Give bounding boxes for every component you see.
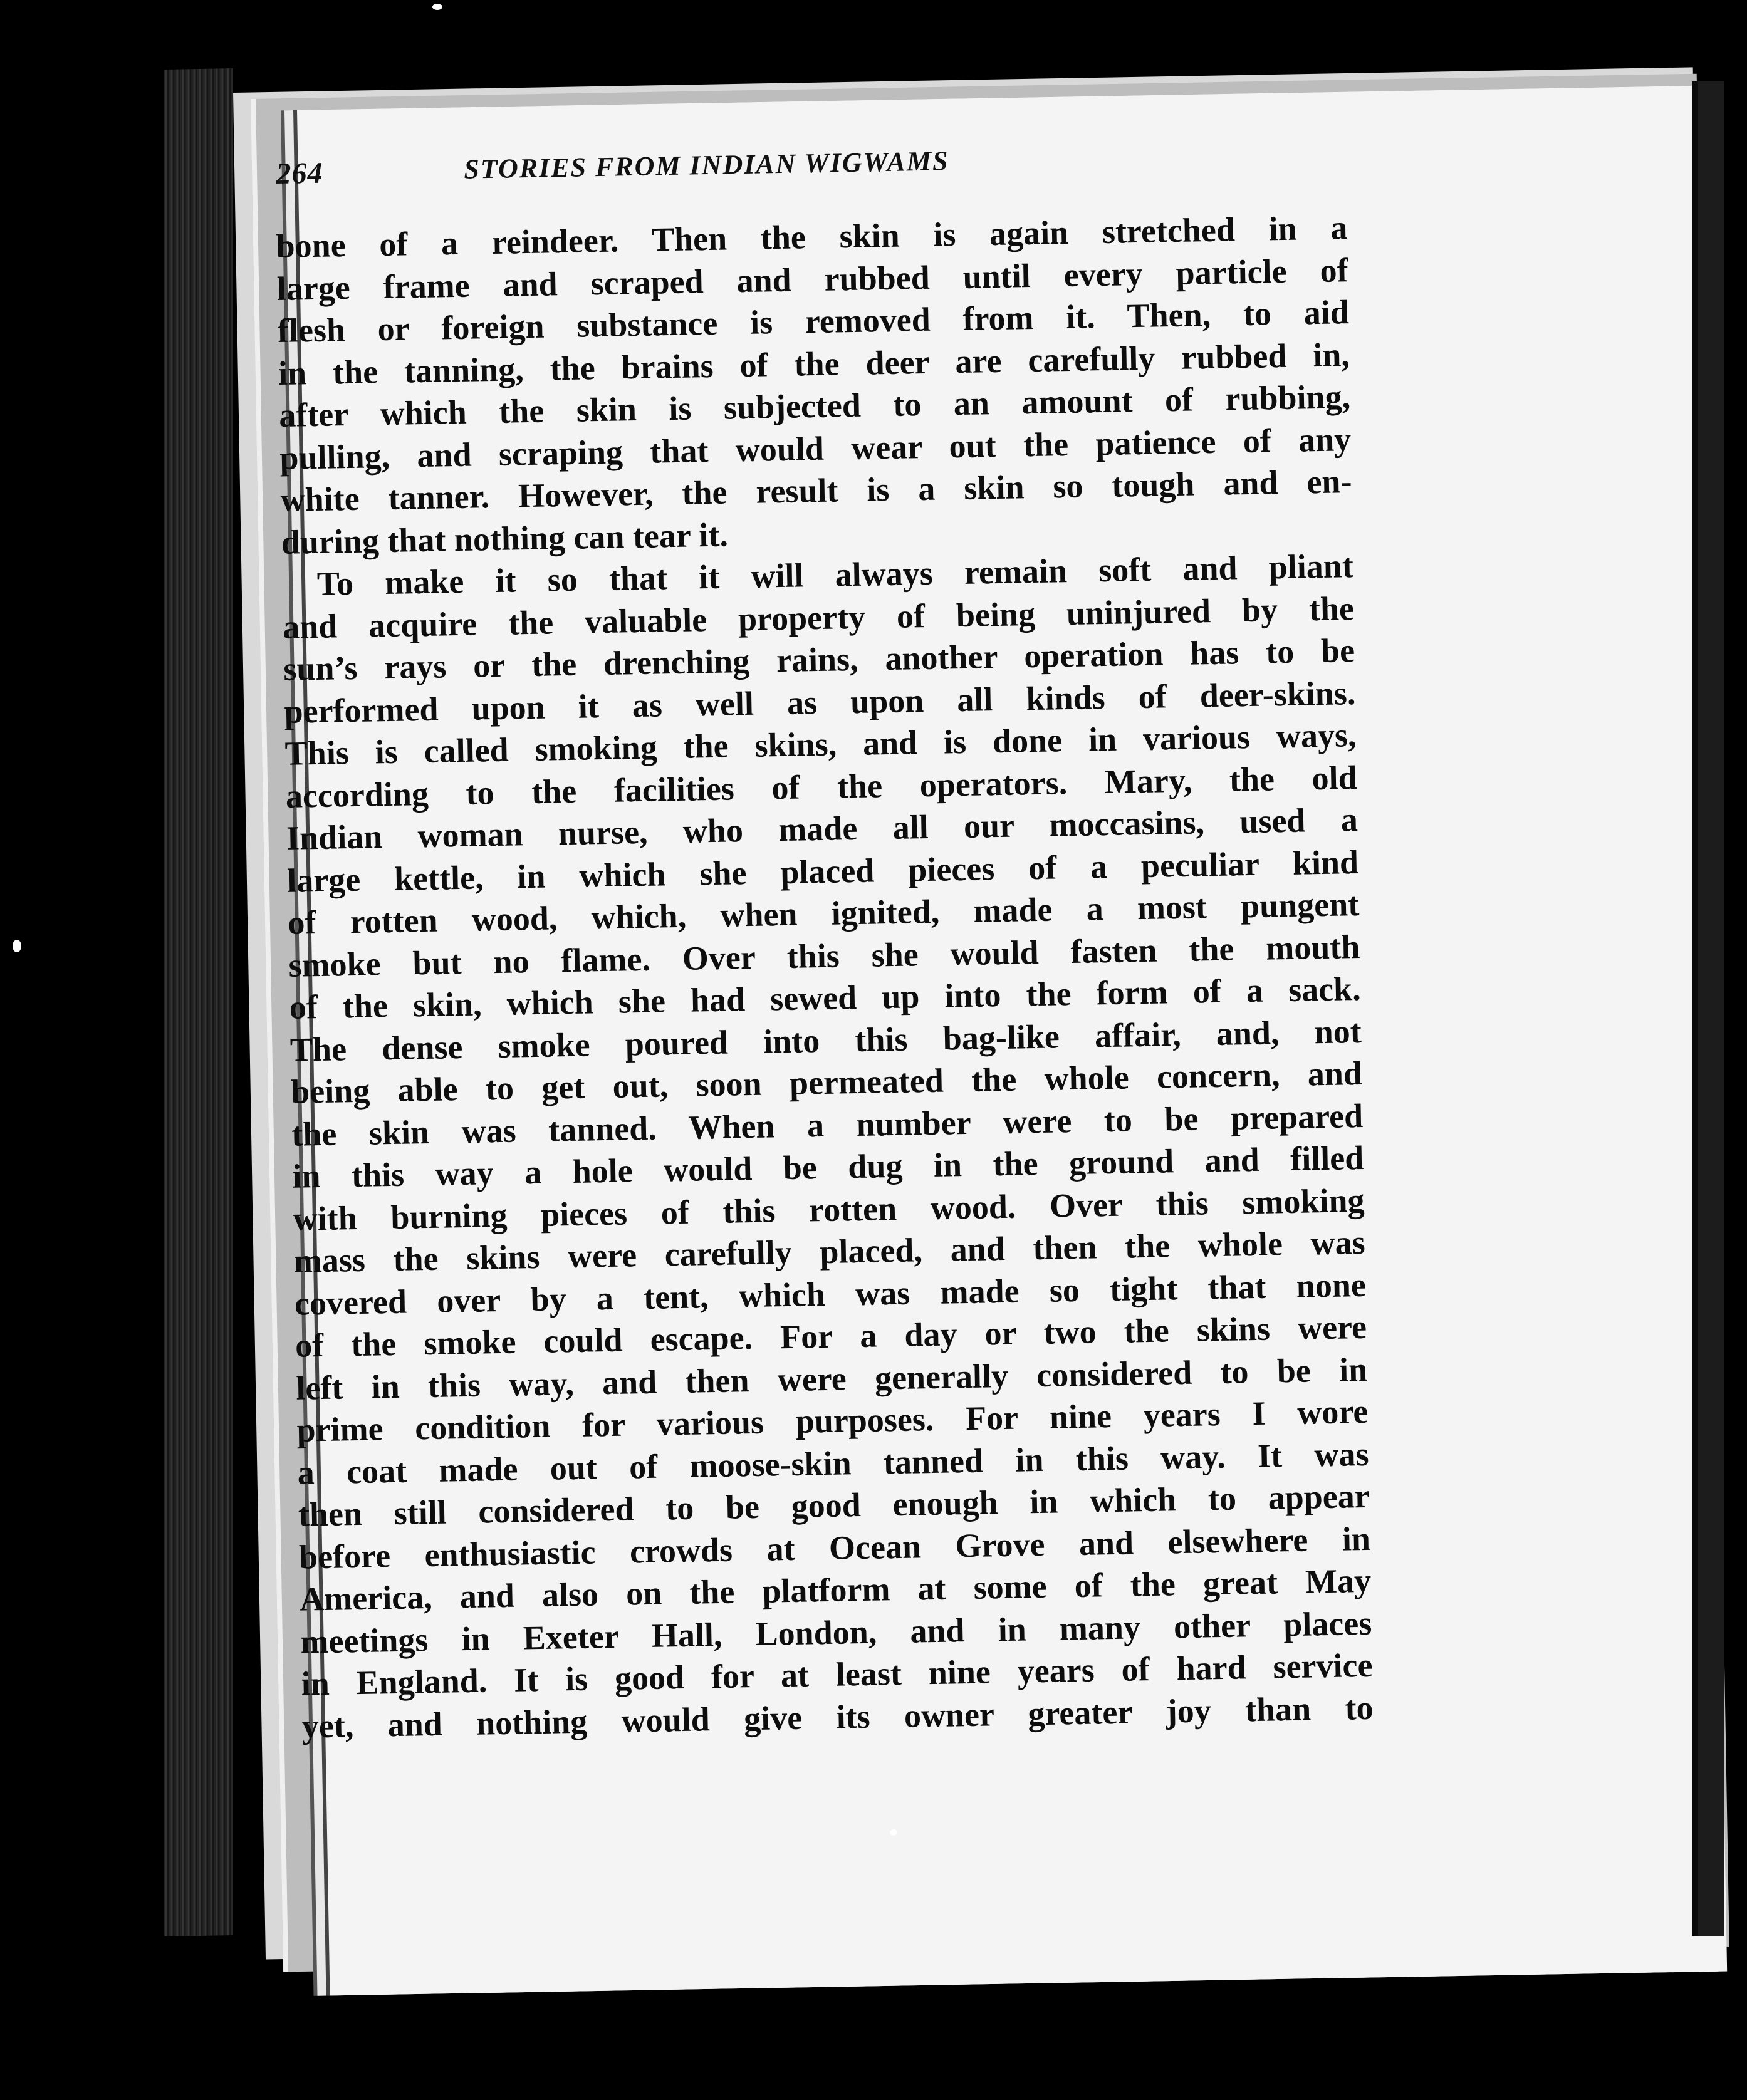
text-line: performed upon it as well as upon all kinds of deer-skins. (284, 673, 1356, 730)
text-line: white tanner. However, the result is a skin so tough and en- (280, 462, 1352, 519)
text-line: before enthusiastic crowds at Ocean Grove and elsewhere in (298, 1519, 1371, 1576)
text-line: yet, and nothing would give its owner greater joy than to (301, 1688, 1374, 1745)
film-speck (432, 4, 442, 10)
text-line: To make it so that it will always remain soft and pliant (316, 547, 1354, 603)
text-line: after which the skin is subjected to an amount of rubbing, (278, 378, 1351, 434)
text-line: This is called smoking the skins, and is done in various ways, (284, 716, 1357, 772)
text-line: smoke but no flame. Over this she would fasten the mouth (288, 927, 1360, 984)
text-line: in the tanning, the brains of the deer are carefully rubbed in, (278, 335, 1350, 392)
body-text (276, 207, 1374, 1747)
text-line: a coat made out of moose-skin tanned in this way. It was (297, 1435, 1370, 1492)
text-line: with burning pieces of this rotten wood. Over this smoking (293, 1181, 1365, 1238)
text-line: then still considered to be good enough in which to appear (298, 1477, 1370, 1534)
text-line: prime condition for various purposes. For nine years I wore (296, 1392, 1369, 1449)
text-line: the skin was tanned. When a number were to be prepared (291, 1096, 1364, 1153)
running-title: STORIES FROM INDIAN WIGWAMS (463, 145, 949, 185)
text-line: large frame and scraped and rubbed until every particle of (276, 251, 1349, 308)
paragraph-1 (276, 207, 1353, 564)
text-line: meetings in Exeter Hall, London, and in many other places (300, 1604, 1372, 1661)
text-line: according to the facilities of the operators. Mary, the old (285, 758, 1358, 815)
text-line: The dense smoke poured into this bag-like affair, and, not (289, 1012, 1362, 1069)
text-line: left in this way, and then were generally considered to be in (295, 1350, 1368, 1407)
facing-page-edge (1692, 81, 1724, 1936)
text-line: during that nothing can tear it. (281, 515, 729, 561)
text-line: bone of a reindeer. Then the skin is again stretched in a (276, 209, 1348, 265)
page-number: 264 (276, 156, 323, 190)
text-line: America, and also on the platform at some of the great May (299, 1561, 1372, 1618)
text-line: Indian woman nurse, who made all our moccasins, used a (286, 801, 1358, 857)
text-line: in this way a hole would be dug in the ground and filled (291, 1138, 1364, 1195)
text-line: flesh or foreign substance is removed from it. Then, to aid (277, 293, 1350, 350)
text-line: being able to get out, soon permeated the whole concern, and (290, 1054, 1363, 1111)
text-line: mass the skins were carefully placed, and then the whole was (293, 1223, 1366, 1280)
book-spine-edge (164, 68, 233, 1936)
paragraph-2 (281, 545, 1374, 1748)
film-speck (13, 940, 21, 952)
text-line: and acquire the valuable property of being uninjured by the (282, 589, 1355, 646)
text-line: of the smoke could escape. For a day or two the skins were (295, 1307, 1367, 1364)
text-line: of the skin, which she had sewed up into the form of a sack. (289, 969, 1362, 1026)
text-line: covered over by a tent, which was made so tight that none (294, 1266, 1367, 1323)
text-line: sun’s rays or the drenching rains, another operation has to be (283, 632, 1355, 688)
film-speck (890, 1829, 897, 1836)
text-line: of rotten wood, which, when ignited, made a most pungent (287, 885, 1360, 942)
text-line: in England. It is good for at least nine years of hard service (301, 1646, 1373, 1703)
text-line: large kettle, in which she placed pieces of a peculiar kind (286, 843, 1359, 900)
text-line: pulling, and scraping that would wear out the patience of any (279, 420, 1352, 477)
